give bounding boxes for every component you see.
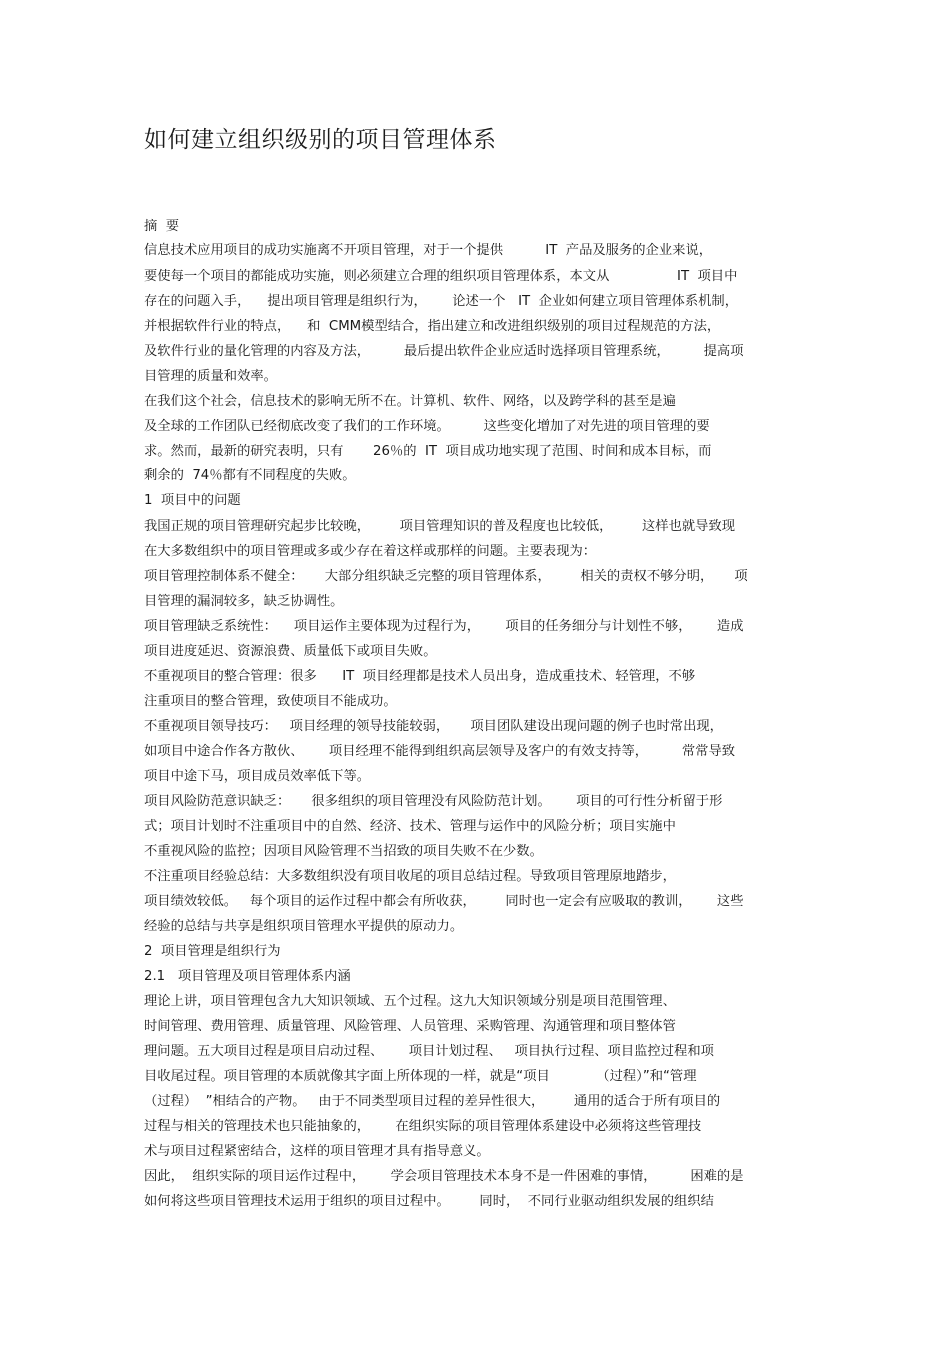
body-line: 时间管理、费用管理、质量管理、风险管理、人员管理、采购管理、沟通管理和项目整体管 [144,1019,676,1034]
body-line: 理论上讲，项目管理包含九大知识领域、五个过程。这九大知识领域分别是项目范围管理、 [144,994,676,1009]
body-line: 求。然而，最新的研究表明，只有 26％的 IT 项目成功地实现了范围、时间和成本目标，而 [144,444,712,459]
body-line: 不重视项目领导技巧： 项目经理的领导技能较弱， 项目团队建设出现问题的例子也时常出现， [144,719,723,734]
body-line: 目管理的漏洞较多，缺乏协调性。 [144,594,344,609]
body-line: 不注重项目经验总结：大多数组织没有项目收尾的项目总结过程。导致项目管理原地踏步， [144,869,676,884]
body-line: 如项目中途合作各方散伙、 项目经理不能得到组织高层领导及客户的有效支持等， 常常导致 [144,744,736,759]
body-line: 术与项目过程紧密结合，这样的项目管理才具有指导意义。 [144,1144,490,1159]
body-line: 2.1 项目管理及项目管理体系内涵 [144,969,351,984]
document-title: 如何建立组织级别的项目管理体系 [144,127,497,153]
body-line: 1 项目中的问题 [144,493,241,508]
body-line: 我国正规的项目管理研究起步比较晚， 项目管理知识的普及程度也比较低， 这样也就导致现 [144,519,736,534]
body-line: 要使每一个项目的都能成功实施，则必须建立合理的组织项目管理体系，本文从 IT 项目中 [144,269,738,284]
body-line: 如何将这些项目管理技术运用于组织的项目过程中。 同时， 不同行业驱动组织发展的组织结 [144,1194,714,1209]
body-line: 2 项目管理是组织行为 [144,944,281,959]
body-line: 式；项目计划时不注重项目中的自然、经济、技术、管理与运作中的风险分析；项目实施中 [144,819,676,834]
body-line: 项目中途下马，项目成员效率低下等。 [144,769,371,784]
body-line: 并根据软件行业的特点， 和 CMM模型结合，指出建立和改进组织级别的项目过程规范的方法， [144,319,721,334]
body-line: 项目管理控制体系不健全： 大部分组织缺乏完整的项目管理体系， 相关的责权不够分明， 项 [144,569,748,584]
body-line: 项目管理缺乏系统性： 项目运作主要体现为过程行为， 项目的任务细分与计划性不够， 造成 [144,619,744,634]
body-line: 经验的总结与共享是组织项目管理水平提供的原动力。 [144,919,464,934]
body-line: 注重项目的整合管理，致使项目不能成功。 [144,694,397,709]
body-line: 信息技术应用项目的成功实施离不开项目管理，对于一个提供 IT 产品及服务的企业来说， [144,243,713,258]
body-line: 在我们这个社会，信息技术的影响无所不在。计算机、软件、网络，以及跨学科的甚至是遍 [144,394,676,409]
body-line: 理问题。五大项目过程是项目启动过程、 项目计划过程、 项目执行过程、项目监控过程和项 [144,1044,714,1059]
body-line: （过程） ”相结合的产物。 由于不同类型项目过程的差异性很大， 通用的适合于所有项目的 [144,1094,721,1109]
body-line: 及软件行业的量化管理的内容及方法， 最后提出软件企业应适时选择项目管理系统， 提高项 [144,344,744,359]
body-line: 剩余的 74％都有不同程度的失败。 [144,468,356,483]
body-line: 摘 要 [144,219,180,234]
body-line: 目管理的质量和效率。 [144,369,277,384]
body-line: 项目绩效较低。 每个项目的运作过程中都会有所收获， 同时也一定会有应吸取的教训， 这些 [144,894,744,909]
body-line: 过程与相关的管理技术也只能抽象的， 在组织实际的项目管理体系建设中必须将这些管理技 [144,1119,702,1134]
body-line: 项目风险防范意识缺乏： 很多组织的项目管理没有风险防范计划。 项目的可行性分析留于形 [144,794,723,809]
body-line: 因此， 组织实际的项目运作过程中， 学会项目管理技术本身不是一件困难的事情， 困难的是 [144,1169,744,1184]
body-line: 存在的问题入手， 提出项目管理是组织行为， 论述一个 IT 企业如何建立项目管理体系机制， [144,294,739,309]
body-line: 不重视项目的整合管理：很多 IT 项目经理都是技术人员出身，造成重技术、轻管理，不够 [144,669,696,684]
body-line: 项目进度延迟、资源浪费、质量低下或项目失败。 [144,644,437,659]
body-line: 及全球的工作团队已经彻底改变了我们的工作环境。 这些变化增加了对先进的项目管理的要 [144,419,710,434]
body-line: 不重视风险的监控；因项目风险管理不当招致的项目失败不在少数。 [144,844,543,859]
body-line: 在大多数组织中的项目管理或多或少存在着这样或那样的问题。主要表现为： [144,544,597,559]
body-line: 目收尾过程。项目管理的本质就像其字面上所体现的一样，就是“项目 （过程）”和“管理 [144,1069,697,1084]
